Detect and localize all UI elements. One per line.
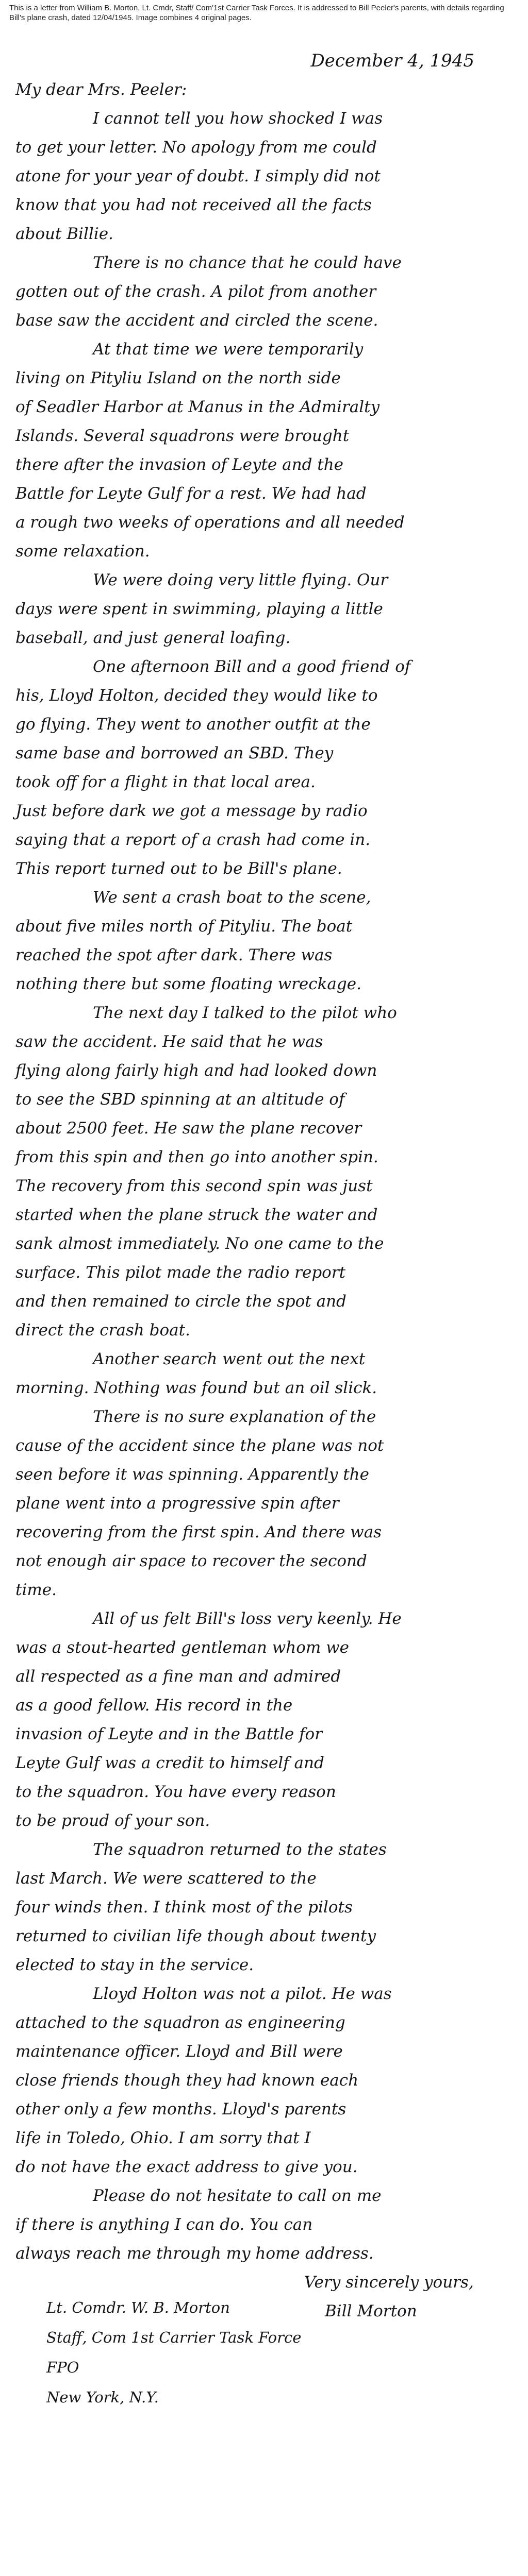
handwritten-line: about five miles north of Pityliu. The boat xyxy=(15,917,353,936)
address-line: Staff, Com 1st Carrier Task Force xyxy=(46,2329,302,2346)
handwritten-line: seen before it was spinning. Apparently the xyxy=(15,1465,369,1484)
handwritten-line: Another search went out the next xyxy=(93,1350,366,1368)
handwritten-line: flying along fairly high and had looked down xyxy=(15,1061,377,1080)
paragraph xyxy=(15,566,510,652)
handwritten-line: I cannot tell you how shocked I was xyxy=(93,109,383,128)
handwritten-line: time. xyxy=(15,1581,57,1599)
paragraph xyxy=(15,248,510,335)
handwritten-line: took off for a flight in that local area. xyxy=(15,773,316,791)
paragraph xyxy=(15,652,510,883)
handwritten-line: base saw the accident and circled the scene. xyxy=(15,311,378,330)
address-line: New York, N.Y. xyxy=(46,2388,159,2406)
salutation: My dear Mrs. Peeler: xyxy=(15,80,187,99)
handwritten-line: plane went into a progressive spin after xyxy=(15,1494,339,1513)
handwritten-line: This report turned out to be Bill's plane. xyxy=(15,859,342,878)
handwritten-line: We were doing very little flying. Our xyxy=(93,571,388,589)
handwritten-line: All of us felt Bill's loss very keenly. He xyxy=(93,1609,402,1628)
handwritten-line: about 2500 feet. He saw the plane recover xyxy=(15,1119,362,1138)
handwritten-line: from this spin and then go into another spin. xyxy=(15,1148,378,1166)
handwritten-line: attached to the squadron as engineering xyxy=(15,2013,345,2032)
handwritten-line: a rough two weeks of operations and all needed xyxy=(15,513,405,532)
paragraph xyxy=(15,998,510,1345)
paragraph xyxy=(15,104,510,248)
handwritten-line: to get your letter. No apology from me could xyxy=(15,138,377,157)
handwritten-line: The next day I talked to the pilot who xyxy=(93,1004,397,1022)
handwritten-line: some relaxation. xyxy=(15,542,150,561)
paragraph xyxy=(15,335,510,566)
address-line: Lt. Comdr. W. B. Morton xyxy=(46,2299,230,2316)
handwritten-line: nothing there but some floating wreckage. xyxy=(15,975,361,993)
handwritten-line: to the squadron. You have every reason xyxy=(15,1783,336,1801)
handwritten-line: his, Lloyd Holton, decided they would like to xyxy=(15,686,378,705)
handwritten-line: Please do not hesitate to call on me xyxy=(93,2187,382,2205)
letter-date: December 4, 1945 xyxy=(310,50,474,71)
handwritten-line: life in Toledo, Ohio. I am sorry that I xyxy=(15,2129,311,2147)
handwritten-line: saw the accident. He said that he was xyxy=(15,1032,323,1051)
handwritten-line: returned to civilian life though about twenty xyxy=(15,1927,376,1945)
closing: Very sincerely yours, xyxy=(304,2273,474,2292)
handwritten-line: all respected as a fine man and admired xyxy=(15,1667,341,1686)
handwritten-line: The recovery from this second spin was just xyxy=(15,1177,373,1195)
handwritten-line: At that time we were temporarily xyxy=(93,340,364,359)
handwritten-line: There is no chance that he could have xyxy=(93,253,402,272)
sender-address xyxy=(46,2293,301,2412)
handwritten-line: cause of the accident since the plane was not xyxy=(15,1436,384,1455)
handwritten-line: direct the crash boat. xyxy=(15,1321,190,1340)
handwritten-line: days were spent in swimming, playing a little xyxy=(15,600,383,618)
handwritten-line: last March. We were scattered to the xyxy=(15,1869,317,1888)
handwritten-line: morning. Nothing was found but an oil slick. xyxy=(15,1379,377,1397)
paragraph xyxy=(15,1402,510,1604)
handwritten-line: saying that a report of a crash had come in. xyxy=(15,831,371,849)
handwritten-line: Just before dark we got a message by radio xyxy=(15,802,368,820)
caption-text: This is a letter from William B. Morton, Lt. Cmdr, Staff/ Com'1st Carrier Task Forces. It is addressed to Bill Peeler's parents, with details regarding Bill's plane crash, dated 12/04/1945. Image combines 4 original pages. xyxy=(9,4,504,22)
handwritten-line: One afternoon Bill and a good friend of xyxy=(93,657,411,676)
handwritten-line: Battle for Leyte Gulf for a rest. We had had xyxy=(15,484,367,503)
handwritten-line: living on Pityliu Island on the north side xyxy=(15,369,341,387)
handwritten-line: maintenance officer. Lloyd and Bill were xyxy=(15,2042,343,2061)
handwritten-line: invasion of Leyte and in the Battle for xyxy=(15,1725,323,1743)
handwritten-line: Islands. Several squadrons were brought xyxy=(15,427,350,445)
handwritten-line: about Billie. xyxy=(15,225,113,243)
address-line: FPO xyxy=(46,2359,79,2376)
handwritten-line: same base and borrowed an SBD. They xyxy=(15,744,334,762)
handwritten-line: always reach me through my home address. xyxy=(15,2244,374,2263)
handwritten-line: as a good fellow. His record in the xyxy=(15,1696,293,1715)
handwritten-line: gotten out of the crash. A pilot from another xyxy=(15,282,376,301)
handwritten-line: elected to stay in the service. xyxy=(15,1956,254,1974)
handwritten-line: to see the SBD spinning at an altitude of xyxy=(15,1090,345,1109)
signature: Bill Morton xyxy=(325,2302,417,2320)
letter-paragraphs xyxy=(15,104,510,2268)
handwritten-line: other only a few months. Lloyd's parents xyxy=(15,2100,346,2119)
paragraph xyxy=(15,1345,510,1402)
letter-body xyxy=(15,46,510,2326)
handwritten-line: of Seadler Harbor at Manus in the Admiralty xyxy=(15,398,380,416)
handwritten-line: started when the plane struck the water and xyxy=(15,1206,378,1224)
handwritten-line: recovering from the first spin. And there was xyxy=(15,1523,382,1541)
handwritten-line: if there is anything I can do. You can xyxy=(15,2215,313,2234)
handwritten-line: go flying. They went to another outfit at the xyxy=(15,715,371,734)
handwritten-line: surface. This pilot made the radio report xyxy=(15,1263,346,1282)
handwritten-line: reached the spot after dark. There was xyxy=(15,946,333,964)
handwritten-line: to be proud of your son. xyxy=(15,1811,210,1830)
handwritten-line: atone for your year of doubt. I simply did not xyxy=(15,167,381,185)
paragraph xyxy=(15,1835,510,1979)
handwritten-line: do not have the exact address to give you. xyxy=(15,2158,358,2176)
paragraph xyxy=(15,2181,510,2268)
handwritten-line: baseball, and just general loafing. xyxy=(15,629,291,647)
handwritten-line: and then remained to circle the spot and xyxy=(15,1292,346,1311)
handwritten-line: Lloyd Holton was not a pilot. He was xyxy=(93,1985,392,2003)
handwritten-line: Leyte Gulf was a credit to himself and xyxy=(15,1754,324,1772)
handwritten-line: There is no sure explanation of the xyxy=(93,1408,376,1426)
handwritten-line: We sent a crash boat to the scene, xyxy=(93,888,371,907)
handwritten-line: know that you had not received all the facts xyxy=(15,196,372,214)
handwritten-line: close friends though they had known each xyxy=(15,2071,359,2090)
paragraph xyxy=(15,1604,510,1835)
handwritten-line: was a stout-hearted gentleman whom we xyxy=(15,1638,350,1657)
handwritten-line: four winds then. I think most of the pilots xyxy=(15,1898,353,1917)
handwritten-line: The squadron returned to the states xyxy=(93,1840,387,1859)
handwritten-line: sank almost immediately. No one came to the xyxy=(15,1234,384,1253)
handwritten-line: there after the invasion of Leyte and the xyxy=(15,455,344,474)
paragraph xyxy=(15,1979,510,2181)
paragraph xyxy=(15,883,510,998)
handwritten-line: not enough air space to recover the second xyxy=(15,1552,367,1570)
